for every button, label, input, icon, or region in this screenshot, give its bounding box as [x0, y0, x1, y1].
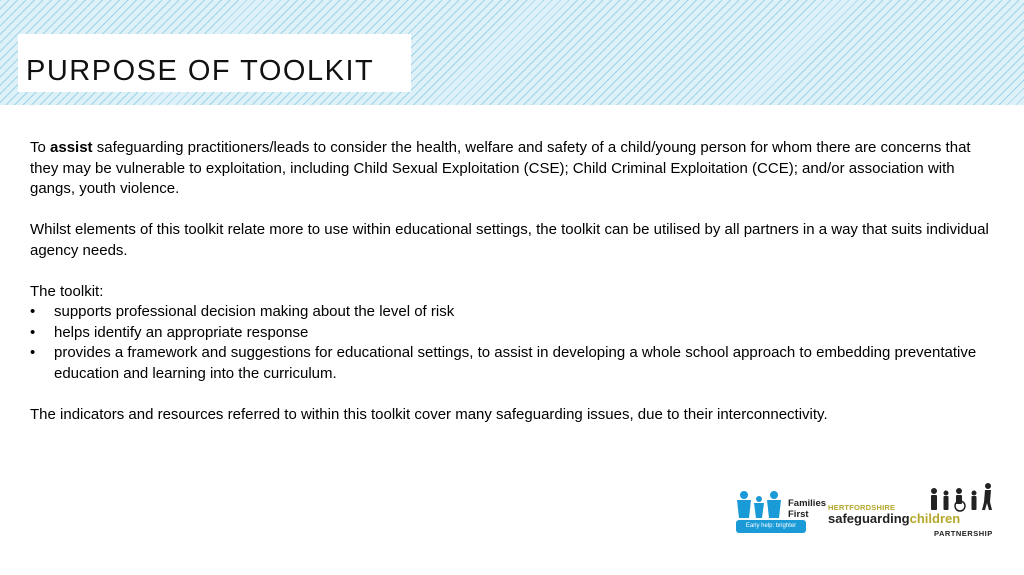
hscp-main-accent: children: [909, 511, 961, 526]
hscp-main-dark: safeguarding: [828, 511, 910, 526]
list-heading: The toolkit:: [30, 282, 104, 300]
list-item-text: helps identify an appropriate response: [54, 323, 309, 341]
bullet-icon: •: [30, 344, 36, 361]
list-item: [30, 343, 990, 384]
people-figures-icon: [926, 482, 996, 512]
bullet-icon: •: [30, 303, 36, 320]
slide-content: [30, 138, 990, 446]
hscp-partnership: PARTNERSHIP: [934, 529, 993, 538]
hscp-logo: [826, 482, 996, 540]
families-first-tagline: Early help: brighter futures: [736, 520, 806, 533]
list-item-text: provides a framework and suggestions for educational settings, to assist in developing a whole school approach to embedding preventative education and learning into the curriculum.: [54, 344, 977, 382]
intro-emphasis: assist: [50, 139, 93, 156]
families-first-name: [788, 498, 826, 520]
bullet-icon: •: [30, 323, 36, 341]
agency-paragraph: Whilst elements of this toolkit relate more to use within educational settings, the toolkit can be utilised by all partners in a way that suits individual agency needs.: [30, 221, 989, 259]
closing-paragraph: The indicators and resources referred to within this toolkit cover many safeguarding issues, due to their interconnectivity.: [30, 405, 828, 423]
hscp-county: HERTFORDSHIRE: [828, 503, 896, 512]
intro-lead: To: [30, 139, 51, 156]
intro-rest: safeguarding practitioners/leads to consider the health, welfare and safety of a child/young person for whom there are concerns that they may be vulnerable to exploitation, including Child Sexual Exploitation (CSE); Child Criminal Exploitation (CCE); and/or association with gangs, youth violence.: [30, 139, 971, 197]
families-first-logo: [736, 490, 827, 542]
families-figures-icon: [736, 490, 782, 520]
intro-paragraph: [30, 138, 990, 200]
list-item: [30, 323, 990, 344]
toolkit-list: [30, 302, 990, 384]
list-item: [30, 302, 990, 323]
list-item-text: supports professional decision making about the level of risk: [54, 303, 455, 320]
families-first-line1: Families: [788, 498, 827, 509]
hscp-main-text: [828, 511, 960, 527]
families-first-line2: First: [788, 509, 809, 520]
page-title: PURPOSE OF TOOLKIT: [26, 55, 375, 87]
